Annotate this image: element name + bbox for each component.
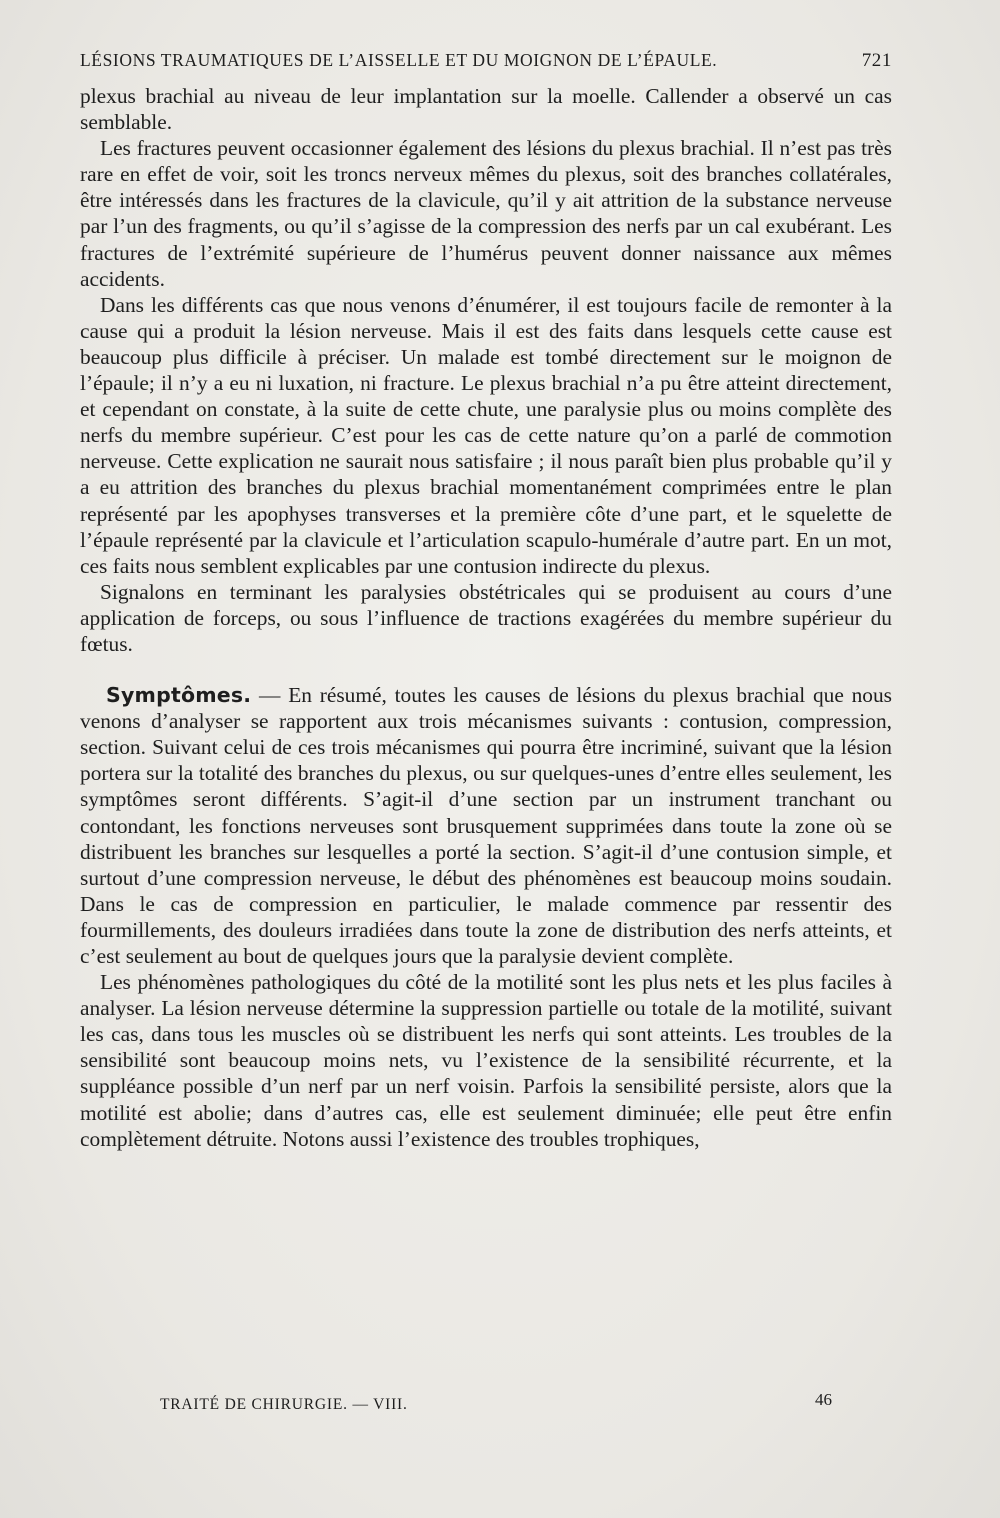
- paragraph-motilite: Les phénomènes pathologiques du côté de la motilité sont les plus nets et les plus faciles à analyser. La lésion nerveuse détermine la suppression partielle ou totale de la motilité, suivant les cas, dans tous les muscles où se distribuent les nerfs qui sont atteints. Les troubles de la sensibilité sont beaucoup moins nets, vu l’existence de la sensibilité récurrente, et la suppléance possible d’un nerf par un nerf voisin. Parfois la sensibilité persiste, alors que la motilité est abolie; dans d’autres cas, elle est seulement diminuée; elle peut être enfin complètement détruite. Notons aussi l’existence des troubles trophiques,: [80, 970, 892, 1151]
- paragraph-symptomes: [80, 682, 892, 969]
- paragraph-symptomes-text: — En résumé, toutes les causes de lésions du plexus brachial que nous venons d’analyser se rapportent aux trois mécanismes suivants : contusion, compression, section. Suivant celui de ces trois mécanismes qui pourra être incriminé, suivant que la lésion portera sur la totalité des branches du plexus, ou sur quelques-unes d’entre elles seulement, les symptômes seront différents. S’agit-il d’une section par un instrument tranchant ou contondant, les fonctions nerveuses sont brusquement supprimées dans toute la zone où se distribuent les branches sur lesquelles a porté la section. S’agit-il d’une contusion simple, et surtout d’une compression nerveuse, le début des phénomènes est beaucoup moins soudain. Dans le cas de compression en particulier, le malade commence par ressentir des fourmillements, des douleurs irradiées dans toute la zone de distribution des nerfs atteints, et c’est seulement au bout de quelques jours que la paralysie devient complète.: [80, 683, 892, 968]
- section-heading: Symptômes.: [106, 683, 252, 708]
- footer-signature: TRAITÉ DE CHIRURGIE. — VIII.: [160, 1396, 408, 1413]
- sheet-number: 46: [815, 1390, 832, 1409]
- paragraph-continued: plexus brachial au niveau de leur implantation sur la moelle. Callender a observé un cas semblable.: [80, 84, 892, 135]
- page-number: 721: [861, 50, 892, 71]
- paragraph-obstetrical: Signalons en terminant les paralysies obstétricales qui se produisent au cours d’une application de forceps, ou sous l’influence de tractions exagérées du membre supérieur du fœtus.: [80, 579, 892, 656]
- running-title: LÉSIONS TRAUMATIQUES DE L’AISSELLE ET DU MOIGNON DE L’ÉPAULE.: [80, 50, 718, 70]
- body-text: [80, 83, 892, 1152]
- running-head: [80, 50, 892, 76]
- page-footer: [80, 1390, 892, 1420]
- paragraph-commotion: Dans les différents cas que nous venons d’énumérer, il est toujours facile de remonter à la cause qui a produit la lésion nerveuse. Mais il est des faits dans lesquels cette cause est beaucoup plus difficile à préciser. Un malade est tombé directement sur le moignon de l’épaule; il n’y a eu ni luxation, ni fracture. Le plexus brachial n’a pu être atteint directement, et cependant on constate, à la suite de cette chute, une paralysie plus ou moins complète des nerfs du membre supérieur. C’est pour les cas de cette nature qu’on a parlé de commotion nerveuse. Cette explication ne saurait nous satisfaire ; il nous paraît bien plus probable qu’il y a eu attrition des branches du plexus brachial momentanément comprimées entre le plan représenté par les apophyses transverses et la première côte d’une part, et le squelette de l’épaule représenté par la clavicule et l’articulation scapulo-humérale d’autre part. En un mot, ces faits nous semblent explicables par une contusion indirecte du plexus.: [80, 292, 892, 578]
- paragraph-fractures: Les fractures peuvent occasionner également des lésions du plexus brachial. Il n’est pas très rare en effet de voir, soit les troncs nerveux mêmes du plexus, soit des branches collatérales, être intéressés dans les fractures de la clavicule, qu’il y ait attrition de la substance nerveuse par l’un des fragments, ou qu’il s’agisse de la compression des nerfs par un cal exubérant. Les fractures de l’extrémité supérieure de l’humérus peuvent donner naissance aux mêmes accidents.: [80, 136, 892, 291]
